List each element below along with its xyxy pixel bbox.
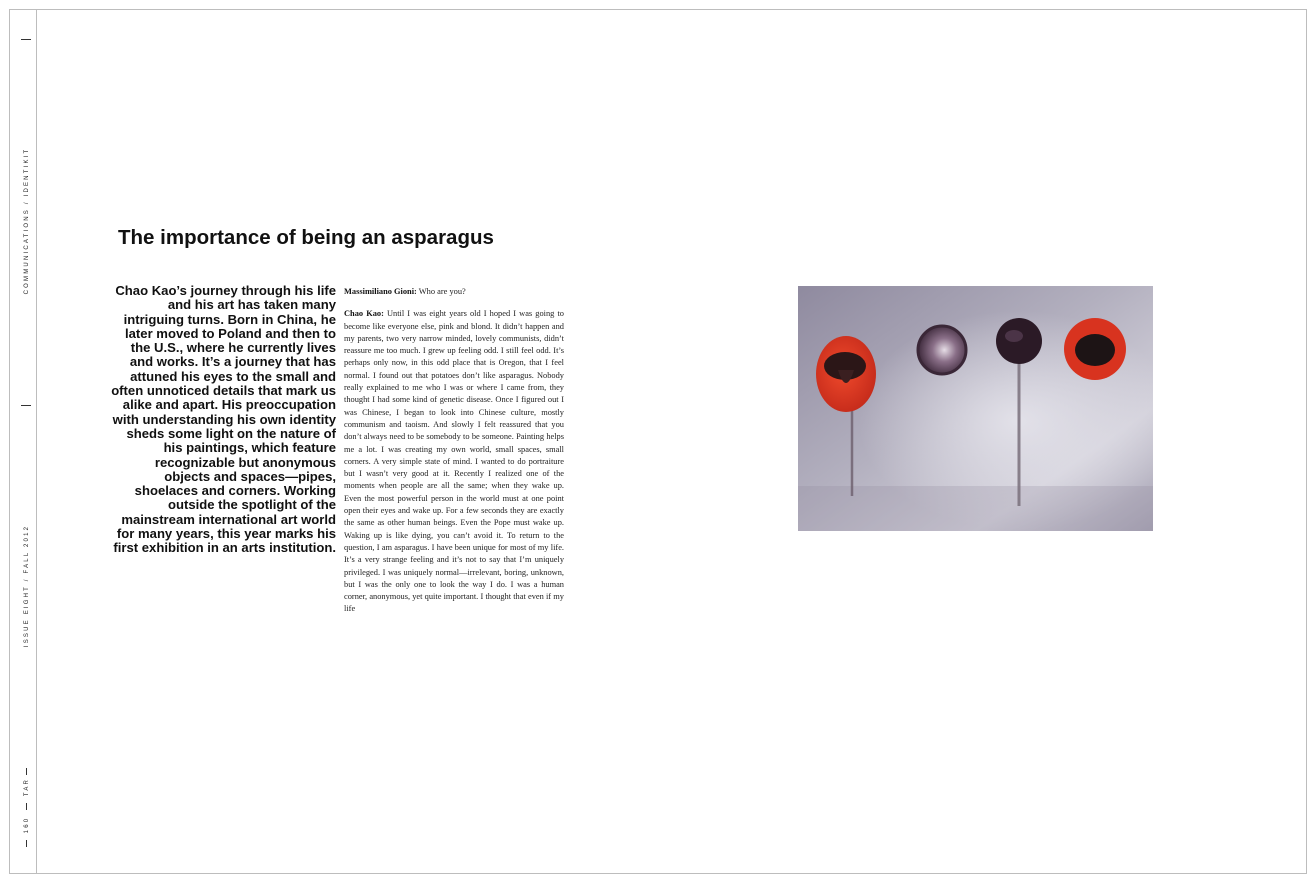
interview-question bbox=[344, 286, 564, 298]
article-intro: Chao Kao’s journey through his life and his art has taken many intriguing turns. Born in China, he later moved to Poland and then to the U.S., where he currently lives and works. It’s a journey that has attuned his eyes to the small and often unnoticed details that mark us alike and apart. His preoccupation with understanding his own identity sheds some light on the nature of his paintings, which feature recognizable but anonymous objects and spaces—pipes, shoelaces and corners. Working outside the spotlight of the mainstream international art world for many years, this year marks his first exhibition in an arts institution. bbox=[111, 283, 336, 556]
interview-answer bbox=[344, 308, 564, 615]
margin-tick-top bbox=[21, 39, 31, 40]
red-ring-hole bbox=[1075, 334, 1115, 366]
painting-image bbox=[798, 286, 1153, 531]
folio-rule-bottom bbox=[26, 840, 27, 847]
question-speaker: Massimiliano Gioni: bbox=[344, 287, 417, 296]
margin-tick-middle bbox=[21, 405, 31, 406]
article-title: The importance of being an asparagus bbox=[118, 226, 494, 249]
answer-speaker: Chao Kao: bbox=[344, 309, 384, 319]
issue-label: ISSUE EIGHT / FALL 2012 bbox=[24, 524, 30, 648]
section-label: COMMUNICATIONS / IDENTIKIT bbox=[24, 147, 30, 295]
dark-circle bbox=[996, 318, 1042, 364]
folio-rule-middle bbox=[26, 803, 27, 810]
dark-circle-highlight bbox=[1005, 330, 1023, 342]
folio-rule-top bbox=[26, 768, 27, 775]
interview-column bbox=[344, 286, 564, 616]
folio-magazine: TAR bbox=[24, 777, 30, 797]
gutter-line bbox=[36, 9, 37, 874]
answer-text: Until I was eight years old I hoped I was going to become like everyone else, pink and blond. It didn’t happen and my parents, two very narrow minded, lovely communists, didn’t reassure me too much. I grew up feeling odd. I still feel odd. It’s perhaps only now, in this odd place that is Oregon, that I feel normal. I found out that potatoes don’t like asparagus. Nobody really explained to me who I was or where I came from, they thought I had some kind of genetic disease. Once I figured out I was Chinese, I began to look into Chinese culture, mostly communism and taoism. And slowly I felt reassured that you don’t always need to be somebody to be someone. Painting helps me a lot. I was creating my own world, small spaces, small corners. A very simple state of mind. I wanted to do portraiture but I wasn’t very good at it. Recently I realized one of the moments when people are all the same; when they wake up. Even the most powerful person in the world must at one point open their eyes and wake up. For a few seconds they are exactly the same as other human beings. Even the Pope must wake up. Waking up is like dying, you can’t avoid it. To return to the question, I am asparagus. I have been unique for most of my life. It’s a very strange feeling and it’s not to say that I’m uniquely privileged. I was uniquely normal—irrelevant, boring, unknown, but I was the only one to look the way I do. I was a human corner, anonymous, yet quite important. I thought that even if my life bbox=[344, 309, 564, 614]
question-text: Who are you? bbox=[416, 287, 466, 296]
folio-page-number: 160 bbox=[24, 816, 30, 834]
